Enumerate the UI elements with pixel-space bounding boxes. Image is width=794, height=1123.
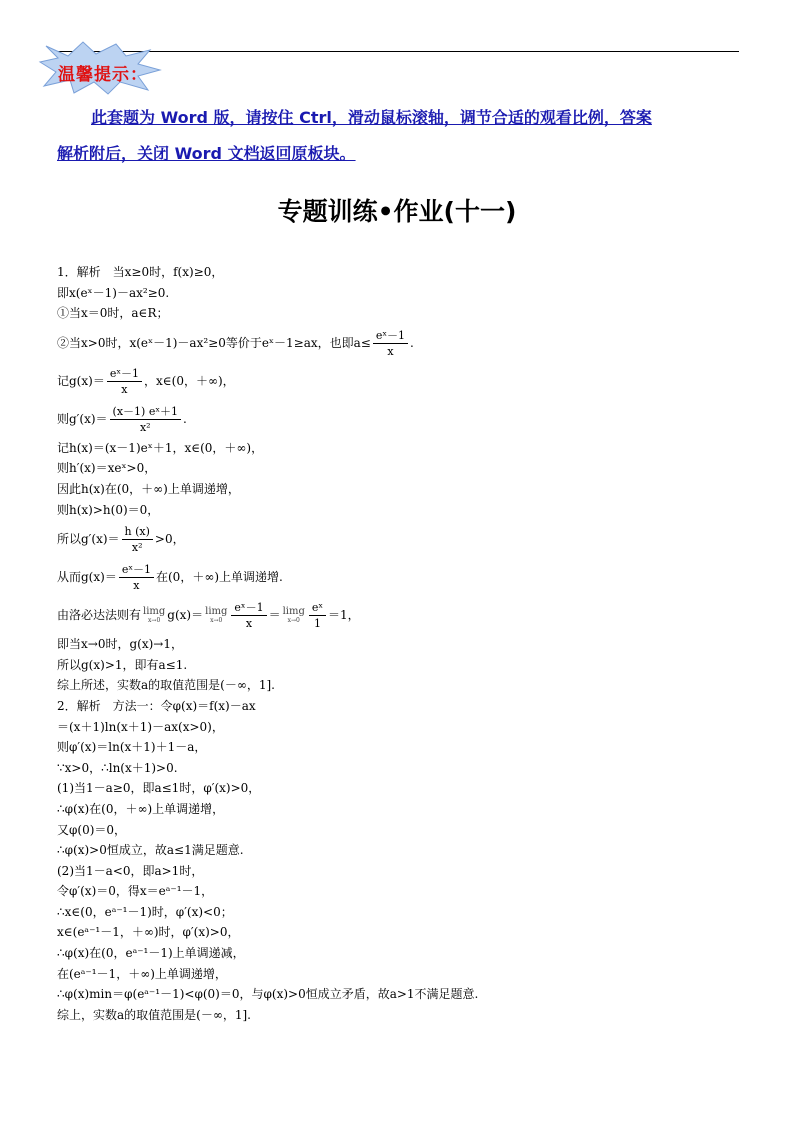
text-line: ①当x＝0时，a∈R； (57, 306, 169, 321)
fraction-numerator: h (x) (122, 524, 153, 540)
fraction (119, 562, 154, 593)
text-segment: . (410, 335, 414, 350)
text-line: 则h′(x)＝xeˣ>0， (57, 461, 157, 476)
text-segment: ，x∈(0，＋∞)， (144, 373, 235, 388)
text-line (57, 558, 747, 596)
fraction-denominator: x (245, 617, 253, 631)
fraction-denominator: x² (131, 541, 143, 555)
text-line: 即当x→0时，g(x)→1， (57, 637, 183, 652)
text-segment: ＝ (268, 608, 281, 623)
text-line: 1．解析 当x≥0时，f(x)≥0， (57, 265, 224, 279)
fraction (110, 404, 181, 435)
text-line: 即x(eˣ－1)－ax²≥0. (57, 285, 170, 300)
text-segment: 在(0，＋∞)上单调递增. (156, 570, 283, 585)
limit-operator (143, 607, 165, 625)
text-line: 则φ′(x)＝ln(x＋1)＋1－a， (57, 740, 207, 755)
text-segment: ②当x>0时，x(eˣ－1)－ax²≥0等价于eˣ－1≥ax，也即a≤ (57, 335, 371, 350)
fraction-numerator: (x－1) eˣ＋1 (110, 404, 181, 420)
text-segment: . (183, 411, 187, 426)
fraction (309, 600, 326, 631)
fraction (231, 600, 266, 631)
text-line (57, 362, 747, 400)
notice-line-1: 此套题为 Word 版，请按住 Ctrl，滑动鼠标滚轴，调节合适的观看比例，答案 (91, 108, 652, 127)
text-line: ∴φ(x)在(0，＋∞)上单调递增， (57, 801, 225, 816)
fraction-denominator: x² (139, 420, 151, 434)
text-line: 记h(x)＝(x－1)eˣ＋1，x∈(0，＋∞)， (57, 440, 264, 455)
limit-subscript: x→0 (148, 616, 161, 624)
limit-label: limg (205, 605, 228, 617)
text-line: ∴φ(x)在(0，eᵃ⁻¹－1)上单调递减， (57, 946, 245, 961)
text-line: ＝(x＋1)ln(x＋1)－ax(x>0)， (57, 719, 224, 734)
fraction-numerator: eˣ－1 (373, 328, 408, 344)
text-segment: 则g′(x)＝ (57, 411, 108, 426)
text-line: ∵x>0，∴ln(x＋1)>0. (57, 760, 178, 775)
solution-body (57, 262, 747, 1025)
limit-subscript: x→0 (210, 616, 223, 624)
text-line: 令φ′(x)＝0，得x＝eᵃ⁻¹－1， (57, 884, 214, 899)
notice-line-2: 解析附后，关闭 Word 文档返回原板块。 (57, 144, 356, 163)
text-line: ∴φ(x)>0恒成立，故a≤1满足题意. (57, 843, 244, 858)
page-title: 专题训练•作业(十一) (277, 197, 517, 226)
notice-text (57, 100, 739, 172)
fraction-numerator: eˣ－1 (107, 366, 142, 382)
reminder-label: 温馨提示： (58, 65, 148, 85)
text-segment: g(x)＝ (167, 608, 204, 623)
text-segment: ＝1， (328, 608, 360, 623)
text-line: ∴x∈(0，eᵃ⁻¹－1)时，φ′(x)<0； (57, 904, 233, 919)
limit-label: limg (143, 605, 166, 617)
text-line: x∈(eᵃ⁻¹－1，＋∞)时，φ′(x)>0， (57, 925, 240, 940)
fraction-denominator: x (133, 579, 140, 593)
text-line: 又φ(0)＝0， (57, 822, 127, 837)
text-segment: >0， (154, 532, 185, 547)
limit-label: limg (282, 605, 305, 617)
limit-operator (283, 607, 305, 625)
fraction-numerator: eˣ－1 (119, 562, 154, 578)
text-line (57, 324, 747, 362)
fraction-denominator: 1 (313, 617, 321, 631)
fraction-numerator: eˣ－1 (231, 600, 266, 616)
text-line: 所以g(x)>1，即有a≤1. (57, 657, 188, 672)
text-line (57, 520, 747, 558)
text-segment: 记g(x)＝ (57, 373, 105, 388)
text-segment: 由洛必达法则有 (57, 608, 142, 623)
text-line: (1)当1－a≥0，即a≤1时，φ′(x)>0， (57, 781, 261, 796)
text-line: 因此h(x)在(0，＋∞)上单调递增， (57, 481, 240, 496)
text-line: 2．解析 方法一：令φ(x)＝f(x)－ax (57, 698, 256, 713)
fraction (107, 366, 142, 397)
text-line (57, 400, 747, 438)
fraction (373, 328, 408, 359)
text-line (57, 596, 747, 634)
text-segment: 从而g(x)＝ (57, 570, 117, 585)
fraction-numerator: eˣ (309, 600, 326, 616)
limit-subscript: x→0 (287, 616, 300, 624)
fraction (122, 524, 153, 555)
text-line: 综上所述，实数a的取值范围是(－∞，1]. (57, 678, 275, 693)
fraction-denominator: x (121, 382, 128, 396)
text-line: (2)当1－a<0，即a>1时， (57, 863, 204, 878)
text-line: 则h(x)>h(0)＝0， (57, 502, 160, 517)
fraction-denominator: x (387, 344, 394, 358)
text-line: 综上，实数a的取值范围是(－∞，1]. (57, 1007, 251, 1022)
text-segment: 所以g′(x)＝ (57, 532, 120, 547)
text-line: ∴φ(x)min＝φ(eᵃ⁻¹－1)<φ(0)＝0，与φ(x)>0恒成立矛盾，故a>1不满足题意. (57, 987, 479, 1002)
limit-operator (205, 607, 227, 625)
text-line: 在(eᵃ⁻¹－1，＋∞)上单调递增， (57, 966, 227, 981)
